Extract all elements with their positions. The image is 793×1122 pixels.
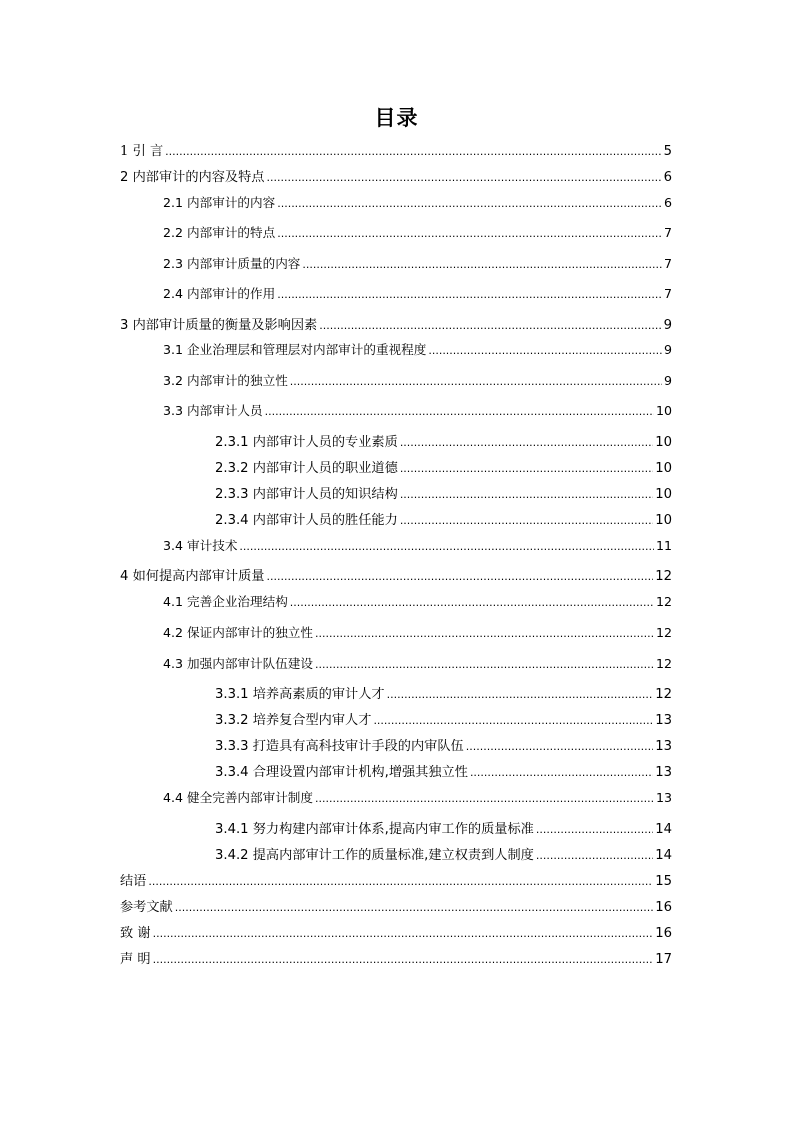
dot-leader [400,434,653,452]
toc-entry-text: 声 明 [120,952,151,967]
toc-page-number: 9 [663,373,672,388]
toc-entry-text: 3.1 企业治理层和管理层对内部审计的重视程度 [163,342,427,357]
toc-page-number: 14 [655,848,672,863]
dot-leader [536,847,653,865]
toc-entry-text: 3.4.2 提高内部审计工作的质量标准,建立权责到人制度 [215,848,534,863]
toc-entry-2-3-3[interactable] [215,486,672,504]
toc-page-number: 10 [655,487,672,502]
toc-entry-text: 4.1 完善企业治理结构 [163,594,288,609]
toc-entry-text: 2.3 内部审计质量的内容 [163,256,301,271]
dot-leader [175,899,653,917]
dot-leader [277,225,662,243]
toc-page-number: 12 [655,687,672,702]
toc-entry-text: 结语 [120,874,147,889]
toc-entry-text: 2 内部审计的内容及特点 [120,170,265,185]
dot-leader [239,538,654,556]
toc-entry-4-2[interactable] [163,624,672,642]
toc-entry-text: 2.3.4 内部审计人员的胜任能力 [215,513,398,528]
toc-page-number: 13 [655,790,672,805]
dot-leader [373,712,653,730]
toc-entry-2-1[interactable] [163,194,672,212]
toc-page-number: 16 [655,900,672,915]
dot-leader [266,169,661,187]
dot-leader [266,568,653,586]
dot-leader [277,195,662,213]
toc-entry-text: 1 引 言 [120,144,164,159]
toc-entry-text: 3 内部审计质量的衡量及影响因素 [120,318,318,333]
toc-entry-3-4-1[interactable] [215,821,672,839]
dot-leader [428,342,662,360]
toc-entry-text: 2.3.3 内部审计人员的知识结构 [215,487,398,502]
dot-leader [470,764,653,782]
toc-entry-3-3-4[interactable] [215,764,672,782]
toc-page-number: 10 [655,403,672,418]
toc-page-number: 14 [655,822,672,837]
toc-page-number: 7 [663,286,672,301]
toc-entry-2-3-2[interactable] [215,460,672,478]
toc-entry-text: 3.3.4 合理设置内部审计机构,增强其独立性 [215,765,468,780]
toc-entry-3-2[interactable] [163,372,672,390]
toc-entry-3-3-1[interactable] [215,686,672,704]
toc-entry-chapter-4[interactable] [120,568,672,586]
dot-leader [315,625,654,643]
toc-entry-2-3-4[interactable] [215,512,672,530]
dot-leader [302,256,662,274]
dot-leader [290,594,654,612]
dot-leader [315,790,654,808]
toc-page-number: 16 [655,926,672,941]
toc-page-number: 10 [655,461,672,476]
toc-page-number: 17 [655,952,672,967]
toc-entry-declaration[interactable] [120,951,672,969]
dot-leader [400,460,653,478]
toc-page-number: 9 [663,318,672,333]
toc-entry-text: 3.3 内部审计人员 [163,403,263,418]
toc-entry-text: 4.2 保证内部审计的独立性 [163,625,313,640]
dot-leader [319,317,661,335]
toc-page-number: 10 [655,435,672,450]
dot-leader [148,873,653,891]
toc-entry-2-2[interactable] [163,224,672,242]
toc-entry-text: 致 谢 [120,926,151,941]
toc-entry-text: 2.2 内部审计的特点 [163,225,276,240]
toc-entry-chapter-3[interactable] [120,317,672,335]
toc-entry-3-4[interactable] [163,537,672,555]
dot-leader [265,403,654,421]
toc-entry-text: 3.3.2 培养复合型内审人才 [215,713,372,728]
toc-entry-4-3[interactable] [163,655,672,673]
toc-entry-text: 2.4 内部审计的作用 [163,286,276,301]
toc-page-number: 15 [655,874,672,889]
toc-page-number: 11 [655,538,672,553]
toc-entry-4-4[interactable] [163,789,672,807]
toc-entry-text: 4.3 加强内部审计队伍建设 [163,656,313,671]
toc-entry-text: 3.4.1 努力构建内部审计体系,提高内审工作的质量标准 [215,822,534,837]
toc-entry-3-4-2[interactable] [215,847,672,865]
toc-entry-text: 3.3.3 打造具有高科技审计手段的内审队伍 [215,739,464,754]
toc-page-number: 7 [663,225,672,240]
dot-leader [153,951,654,969]
toc-entry-text: 4 如何提高内部审计质量 [120,569,265,584]
toc-page-number: 6 [663,195,672,210]
dot-leader [466,738,653,756]
toc-entry-3-3[interactable] [163,402,672,420]
dot-leader [290,373,662,391]
toc-page-number: 12 [655,569,672,584]
toc-page-number: 5 [663,144,672,159]
toc-page-number: 6 [663,170,672,185]
dot-leader [153,925,654,943]
toc-entry-text: 3.3.1 培养高素质的审计人才 [215,687,385,702]
toc-page-number: 13 [655,739,672,754]
toc-entry-4-1[interactable] [163,593,672,611]
dot-leader [387,686,654,704]
toc-page-number: 12 [655,656,672,671]
toc-entry-text: 3.2 内部审计的独立性 [163,373,288,388]
toc-entry-text: 2.1 内部审计的内容 [163,195,276,210]
toc-page-number: 10 [655,513,672,528]
toc-page-number: 12 [655,625,672,640]
toc-title: 目录 [374,106,419,130]
toc-page-number: 12 [655,594,672,609]
dot-leader [165,143,661,161]
dot-leader [400,486,653,504]
toc-page-number: 9 [663,342,672,357]
dot-leader [315,656,654,674]
toc-page-number: 13 [655,713,672,728]
toc-entry-text: 4.4 健全完善内部审计制度 [163,790,313,805]
toc-entry-text: 2.3.1 内部审计人员的专业素质 [215,435,398,450]
toc-entry-3-1[interactable] [163,341,672,359]
toc-entry-acknowledgements[interactable] [120,925,672,943]
toc-entry-text: 3.4 审计技术 [163,538,238,553]
dot-leader [536,821,653,839]
dot-leader [400,512,653,530]
toc-entry-text: 2.3.2 内部审计人员的职业道德 [215,461,398,476]
toc-entry-references[interactable] [120,899,672,917]
dot-leader [277,286,662,304]
toc-entry-3-3-3[interactable] [215,738,672,756]
toc-entry-3-3-2[interactable] [215,712,672,730]
toc-entry-conclusion[interactable] [120,873,672,891]
toc-entry-2-4[interactable] [163,285,672,303]
toc-entry-chapter-2[interactable] [120,169,672,187]
toc-entry-2-3[interactable] [163,255,672,273]
toc-entry-2-3-1[interactable] [215,434,672,452]
toc-entry-text: 参考文献 [120,900,173,915]
toc-entry-intro[interactable] [120,143,672,161]
toc-page-number: 7 [663,256,672,271]
toc-page-number: 13 [655,765,672,780]
